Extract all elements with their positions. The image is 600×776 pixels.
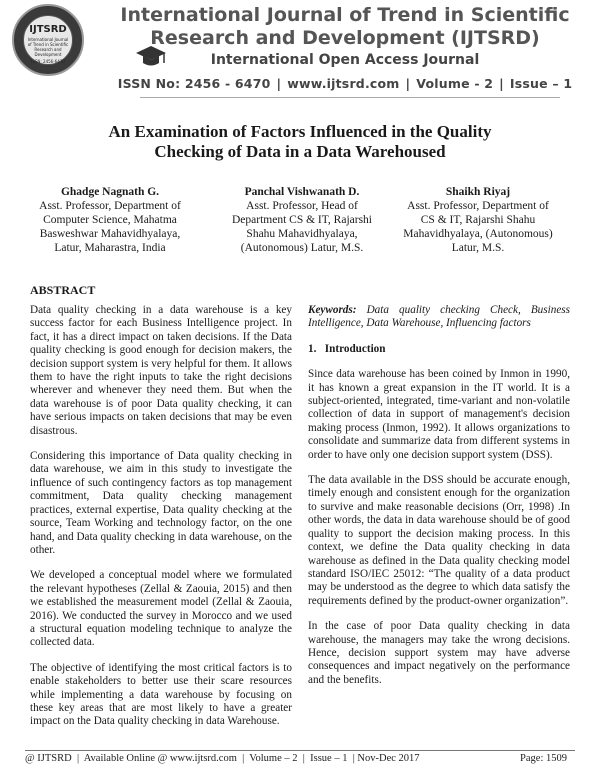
header-divider <box>140 97 560 98</box>
journal-title <box>95 4 595 50</box>
author-affiliation-line: Latur, Maharastra, India <box>54 242 166 254</box>
author-affiliation-line: Mahavidhyalaya, (Autonomous) <box>403 228 553 240</box>
abstract-paragraph: Data quality checking in a data warehouse is a key success factor for each Business Intelligence project. In fact, it has a direct impact on taken decisions. If the Data quality checking is good enough for decision makers, the decision support system is very helpful for them. It allows them to have the right inputs to take the right decisions wherever and whenever they need them. But when the data warehouse is of poor Data quality checking, it can have serious impacts on taken decisions that may be even disastrous. <box>30 304 292 437</box>
introduction-heading: 1. Introduction <box>308 342 386 355</box>
author-affiliation-line: CS & IT, Rajarshi Shahu <box>420 214 536 226</box>
keywords-text: Data quality checking Check, Business Intelligence, Data Warehouse, Influencing factors <box>308 304 571 330</box>
journal-title-line1: International Journal of Trend in Scientific <box>120 4 570 26</box>
issn-number: ISSN No: 2456 - 6470 <box>117 76 271 91</box>
author-affiliation-line: Shahu Mahavidhyalaya, <box>246 228 358 240</box>
author-name: Shaikh Riyaj <box>445 186 511 198</box>
right-column <box>308 304 570 699</box>
issn-bar: ISSN No: 2456 - 6470 | www.ijtsrd.com | Volume - 2 | Issue – 1 <box>117 76 573 91</box>
author-affiliation-line: Asst. Professor, Department of <box>407 200 549 212</box>
abstract-heading: ABSTRACT <box>30 283 96 297</box>
keywords <box>308 304 570 331</box>
author-block <box>212 185 392 255</box>
paper-title-line1: An Examination of Factors Influenced in the Quality <box>108 122 492 141</box>
author-affiliation-line: Asst. Professor, Department of <box>39 200 181 212</box>
footer-divider <box>25 750 575 751</box>
author-block <box>20 185 200 255</box>
logo-subtitle: International Journal of Trend in Scientific Research and Development <box>27 37 69 57</box>
author-name: Panchal Vishwanath D. <box>244 186 360 198</box>
keywords-label: Keywords: <box>308 304 357 316</box>
issue-label: Issue – 1 <box>509 76 573 91</box>
paper-title-line2: Checking of Data in a Data Warehoused <box>154 142 446 161</box>
introduction-paragraph: In the case of poor Data quality checking in data warehouse, the managers may take the wrong decisions. Hence, decision support system may have adverse consequences and impact negatively on the performance and the benefits. <box>308 620 570 686</box>
volume-label: Volume - 2 <box>416 76 494 91</box>
logo-title: IJTSRD <box>29 24 67 35</box>
author-block <box>388 185 568 255</box>
logo-issn: ISSN: 2456-6470 <box>31 59 65 64</box>
introduction-paragraph: Since data warehouse has been coined by Inmon in 1990, it has known a great expansion in the IT world. It is a subject-oriented, integrated, time-variant and non-volatile collection of data in support of management's decision making process (Inmon, 1992). It allows organizations to consolidate and summarize data from different systems in order to have only one decision support system (DSS). <box>308 368 570 461</box>
journal-header <box>0 0 600 120</box>
introduction-paragraph: The data available in the DSS should be accurate enough, timely enough and consistent enough for the organization to survive and make reasonable decisions (Orr, 1998) .In other words, the data in data warehouse should be of good quality to support the decision making process. In this context, we define the Data quality checking in data warehouse as defined in the Data quality checking model standard ISO/IEC 25012: “The quality of a data product may be understood as the degree to which data satisfy the requirements defined by the product-owner organization”. <box>308 474 570 607</box>
open-access-label: International Open Access Journal <box>210 52 480 68</box>
author-name: Ghadge Nagnath G. <box>60 186 160 198</box>
abstract-paragraph: Considering this importance of Data quality checking in data warehouse, we aim in this study to investigate the influence of such contingency factors as top management commitment, Data quality checking management practices, external expertise, Data quality checking at the source, Team Working and technology factor, on the one hand, and Data quality checking in data warehouse, on the other. <box>30 450 292 556</box>
author-affiliation-line: Asst. Professor, Head of <box>246 200 358 212</box>
footer-text: @ IJTSRD | Available Online @ www.ijtsrd.com | Volume – 2 | Issue – 1 | Nov-Dec 2017 <box>25 753 420 764</box>
author-affiliation-line: Latur, M.S. <box>451 242 505 254</box>
author-affiliation-line: Basweshwar Mahavidhyalaya, <box>39 228 181 240</box>
left-column <box>30 304 292 741</box>
abstract-paragraph: We developed a conceptual model where we formulated the relevant hypotheses (Zellal & Zaouia, 2015) and then we established the measurement model (Zellal & Zaouia, 2016). We conducted the survey in Morocco and we used a structural equation modeling technique to analyze the collected data. <box>30 569 292 649</box>
author-affiliation-line: (Autonomous) Latur, M.S. <box>240 242 364 254</box>
paper-title <box>40 122 560 162</box>
author-affiliation-line: Department CS & IT, Rajarshi <box>232 214 372 226</box>
journal-website-link[interactable]: www.ijtsrd.com <box>287 76 400 91</box>
abstract-paragraph: The objective of identifying the most critical factors is to enable stakeholders to better use their scare resources while implementing a data warehouse by focusing on these key areas that are most likely to have a greater impact on the Data quality checking in data Warehouse. <box>30 661 292 728</box>
page-number: Page: 1509 <box>520 753 567 764</box>
journal-title-line2: Research and Development (IJTSRD) <box>150 27 540 49</box>
author-affiliation-line: Computer Science, Mahatma <box>43 214 177 226</box>
page-footer <box>25 753 575 764</box>
journal-logo <box>12 4 84 76</box>
